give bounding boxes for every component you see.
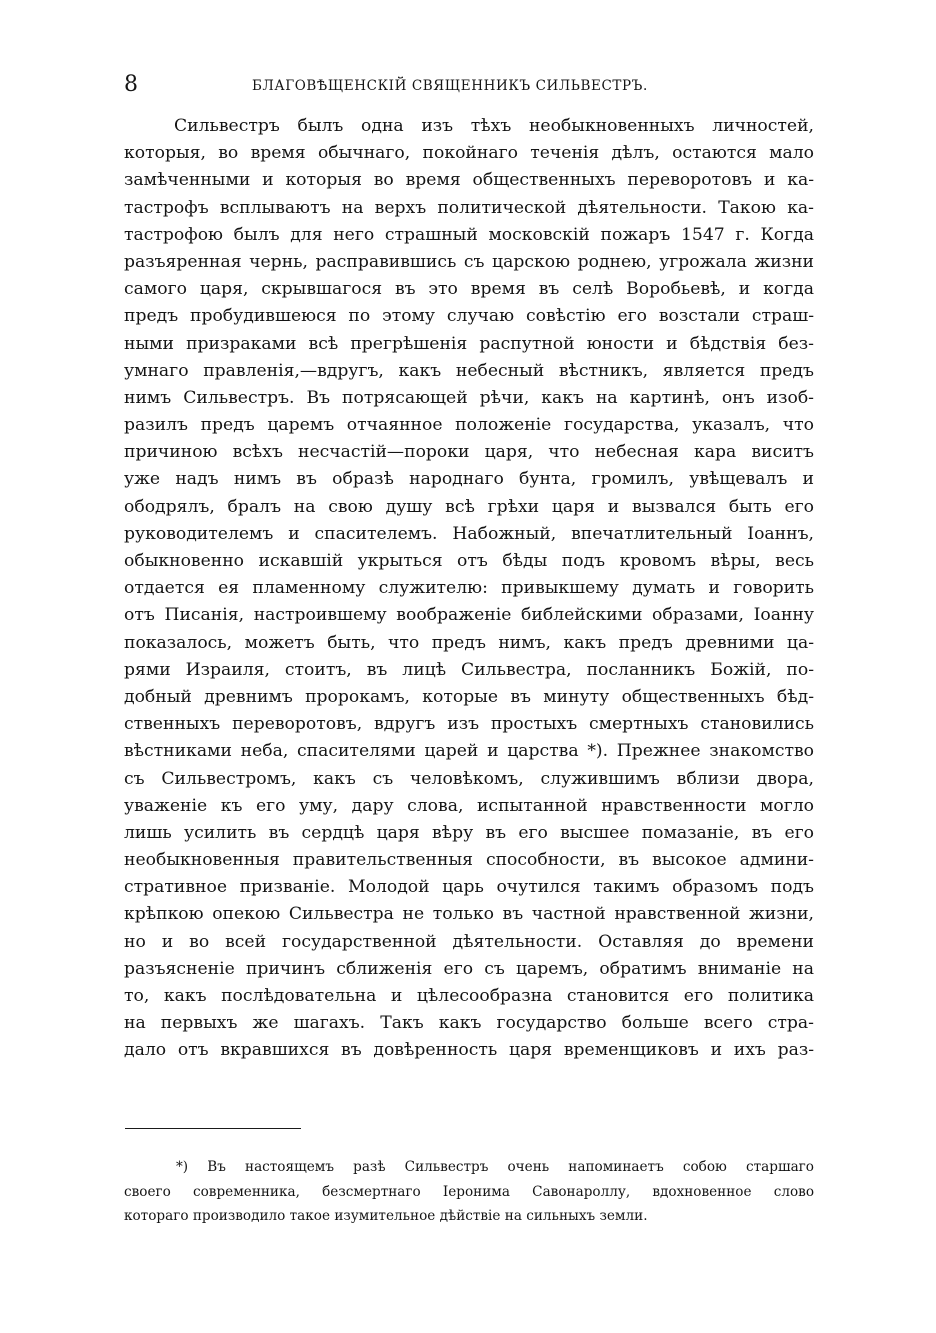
text-line: рями Израиля, стоитъ, въ лицѣ Сильвестра, посланникъ Божій, по-: [124, 659, 814, 680]
page-header: [124, 72, 814, 102]
footnote-divider: [125, 1128, 301, 1129]
footnote-line: *) Въ настоящемъ разѣ Сильвестръ очень напоминаетъ собою старшаго: [176, 1159, 814, 1175]
text-line: ственныхъ переворотовъ, вдругъ изъ простыхъ смертныхъ становились: [124, 714, 814, 735]
text-line: которыя, во время обычнаго, покойнаго теченія дѣлъ, остаются мало: [124, 143, 814, 164]
text-line: умнаго правленія,—вдругъ, какъ небесный вѣстникъ, является предъ: [124, 360, 814, 381]
text-line: замѣченными и которыя во время общественныхъ переворотовъ и ка-: [124, 170, 814, 191]
text-line: ными призраками всѣ прегрѣшенія распутной юности и бѣдствія без-: [124, 333, 814, 354]
text-line: показалось, можетъ быть, что предъ нимъ, какъ предъ древними ца-: [124, 632, 814, 653]
text-line: разъяренная чернь, расправившись съ царскою роднею, угрожала жизни: [124, 251, 814, 272]
text-line: ободрялъ, бралъ на свою душу всѣ грѣхи царя и вызвался быть его: [124, 496, 814, 517]
text-line: лишь усилить въ сердцѣ царя вѣру въ его высшее помазаніе, въ его: [124, 822, 814, 843]
text-line: съ Сильвестромъ, какъ съ человѣкомъ, служившимъ вблизи двора,: [124, 768, 814, 789]
text-line: разилъ предъ царемъ отчаянное положеніе государства, указалъ, что: [124, 415, 814, 436]
text-line: но и во всей государственной дѣятельности. Оставляя до времени: [124, 931, 814, 952]
text-line: отъ Писанія, настроившему воображеніе библейскими образами, Іоанну: [124, 605, 814, 626]
main-text: [124, 113, 814, 1065]
text-line: дало отъ вкравшихся въ довѣренность царя временщиковъ и ихъ раз-: [124, 1040, 814, 1061]
text-line: отдается ея пламенному служителю: привыкшему думать и говорить: [124, 578, 814, 599]
text-line: вѣстниками неба, спасителями царей и царства *). Прежнее знакомство: [124, 741, 814, 762]
text-line: стративное призваніе. Молодой царь очутился такимъ образомъ подъ: [124, 877, 814, 898]
text-line: обыкновенно искавшій укрыться отъ бѣды подъ кровомъ вѣры, весь: [124, 551, 814, 571]
text-line: нимъ Сильвестръ. Въ потрясающей рѣчи, какъ на картинѣ, онъ изоб-: [124, 387, 814, 408]
text-line: на первыхъ же шагахъ. Такъ какъ государство больше всего стра-: [124, 1013, 814, 1034]
text-line: предъ пробудившеюся по этому случаю совѣстію его возстали страш-: [124, 306, 814, 327]
page-number: 8: [124, 72, 138, 97]
footnote: [124, 1155, 814, 1229]
text-line: необыкновенныя правительственныя способности, въ высокое админи-: [124, 850, 814, 871]
text-line: то, какъ послѣдовательна и цѣлесообразна становится его политика: [124, 986, 814, 1006]
footnote-line: котораго производило такое изумительное дѣйствіе на сильныхъ земли.: [124, 1208, 648, 1224]
text-line: тастрофъ всплываютъ на верхъ политической дѣятельности. Такою ка-: [124, 197, 814, 218]
footnote-line: своего современника, безсмертнаго Іеронима Савонароллу, вдохновенное слово: [124, 1183, 814, 1200]
running-title: БЛАГОВѢЩЕНСКІЙ СВЯЩЕННИКЪ СИЛЬВЕСТРЪ.: [252, 78, 648, 94]
text-line: причиною всѣхъ несчастій—пороки царя, что небесная кара виситъ: [124, 442, 814, 463]
text-line: самого царя, скрывшагося въ это время въ селѣ Воробьевѣ, и когда: [124, 279, 814, 300]
text-line: добный древнимъ пророкамъ, которые въ минуту общественныхъ бѣд-: [124, 686, 814, 707]
text-line: уже надъ нимъ въ образѣ народнаго бунта, громилъ, увѣщевалъ и: [124, 469, 814, 490]
text-line: разъясненіе причинъ сближенія его съ царемъ, обратимъ вниманіе на: [124, 958, 814, 979]
text-line: руководителемъ и спасителемъ. Набожный, впечатлительный Іоаннъ,: [124, 523, 814, 544]
text-line: Сильвестръ былъ одна изъ тѣхъ необыкновенныхъ личностей,: [174, 116, 814, 136]
text-line: крѣпкою опекою Сильвестра не только въ частной нравственной жизни,: [124, 904, 814, 925]
text-line: тастрофою былъ для него страшный московскій пожаръ 1547 г. Когда: [124, 224, 814, 245]
text-line: уваженіе къ его уму, дару слова, испытанной нравственности могло: [124, 795, 814, 816]
